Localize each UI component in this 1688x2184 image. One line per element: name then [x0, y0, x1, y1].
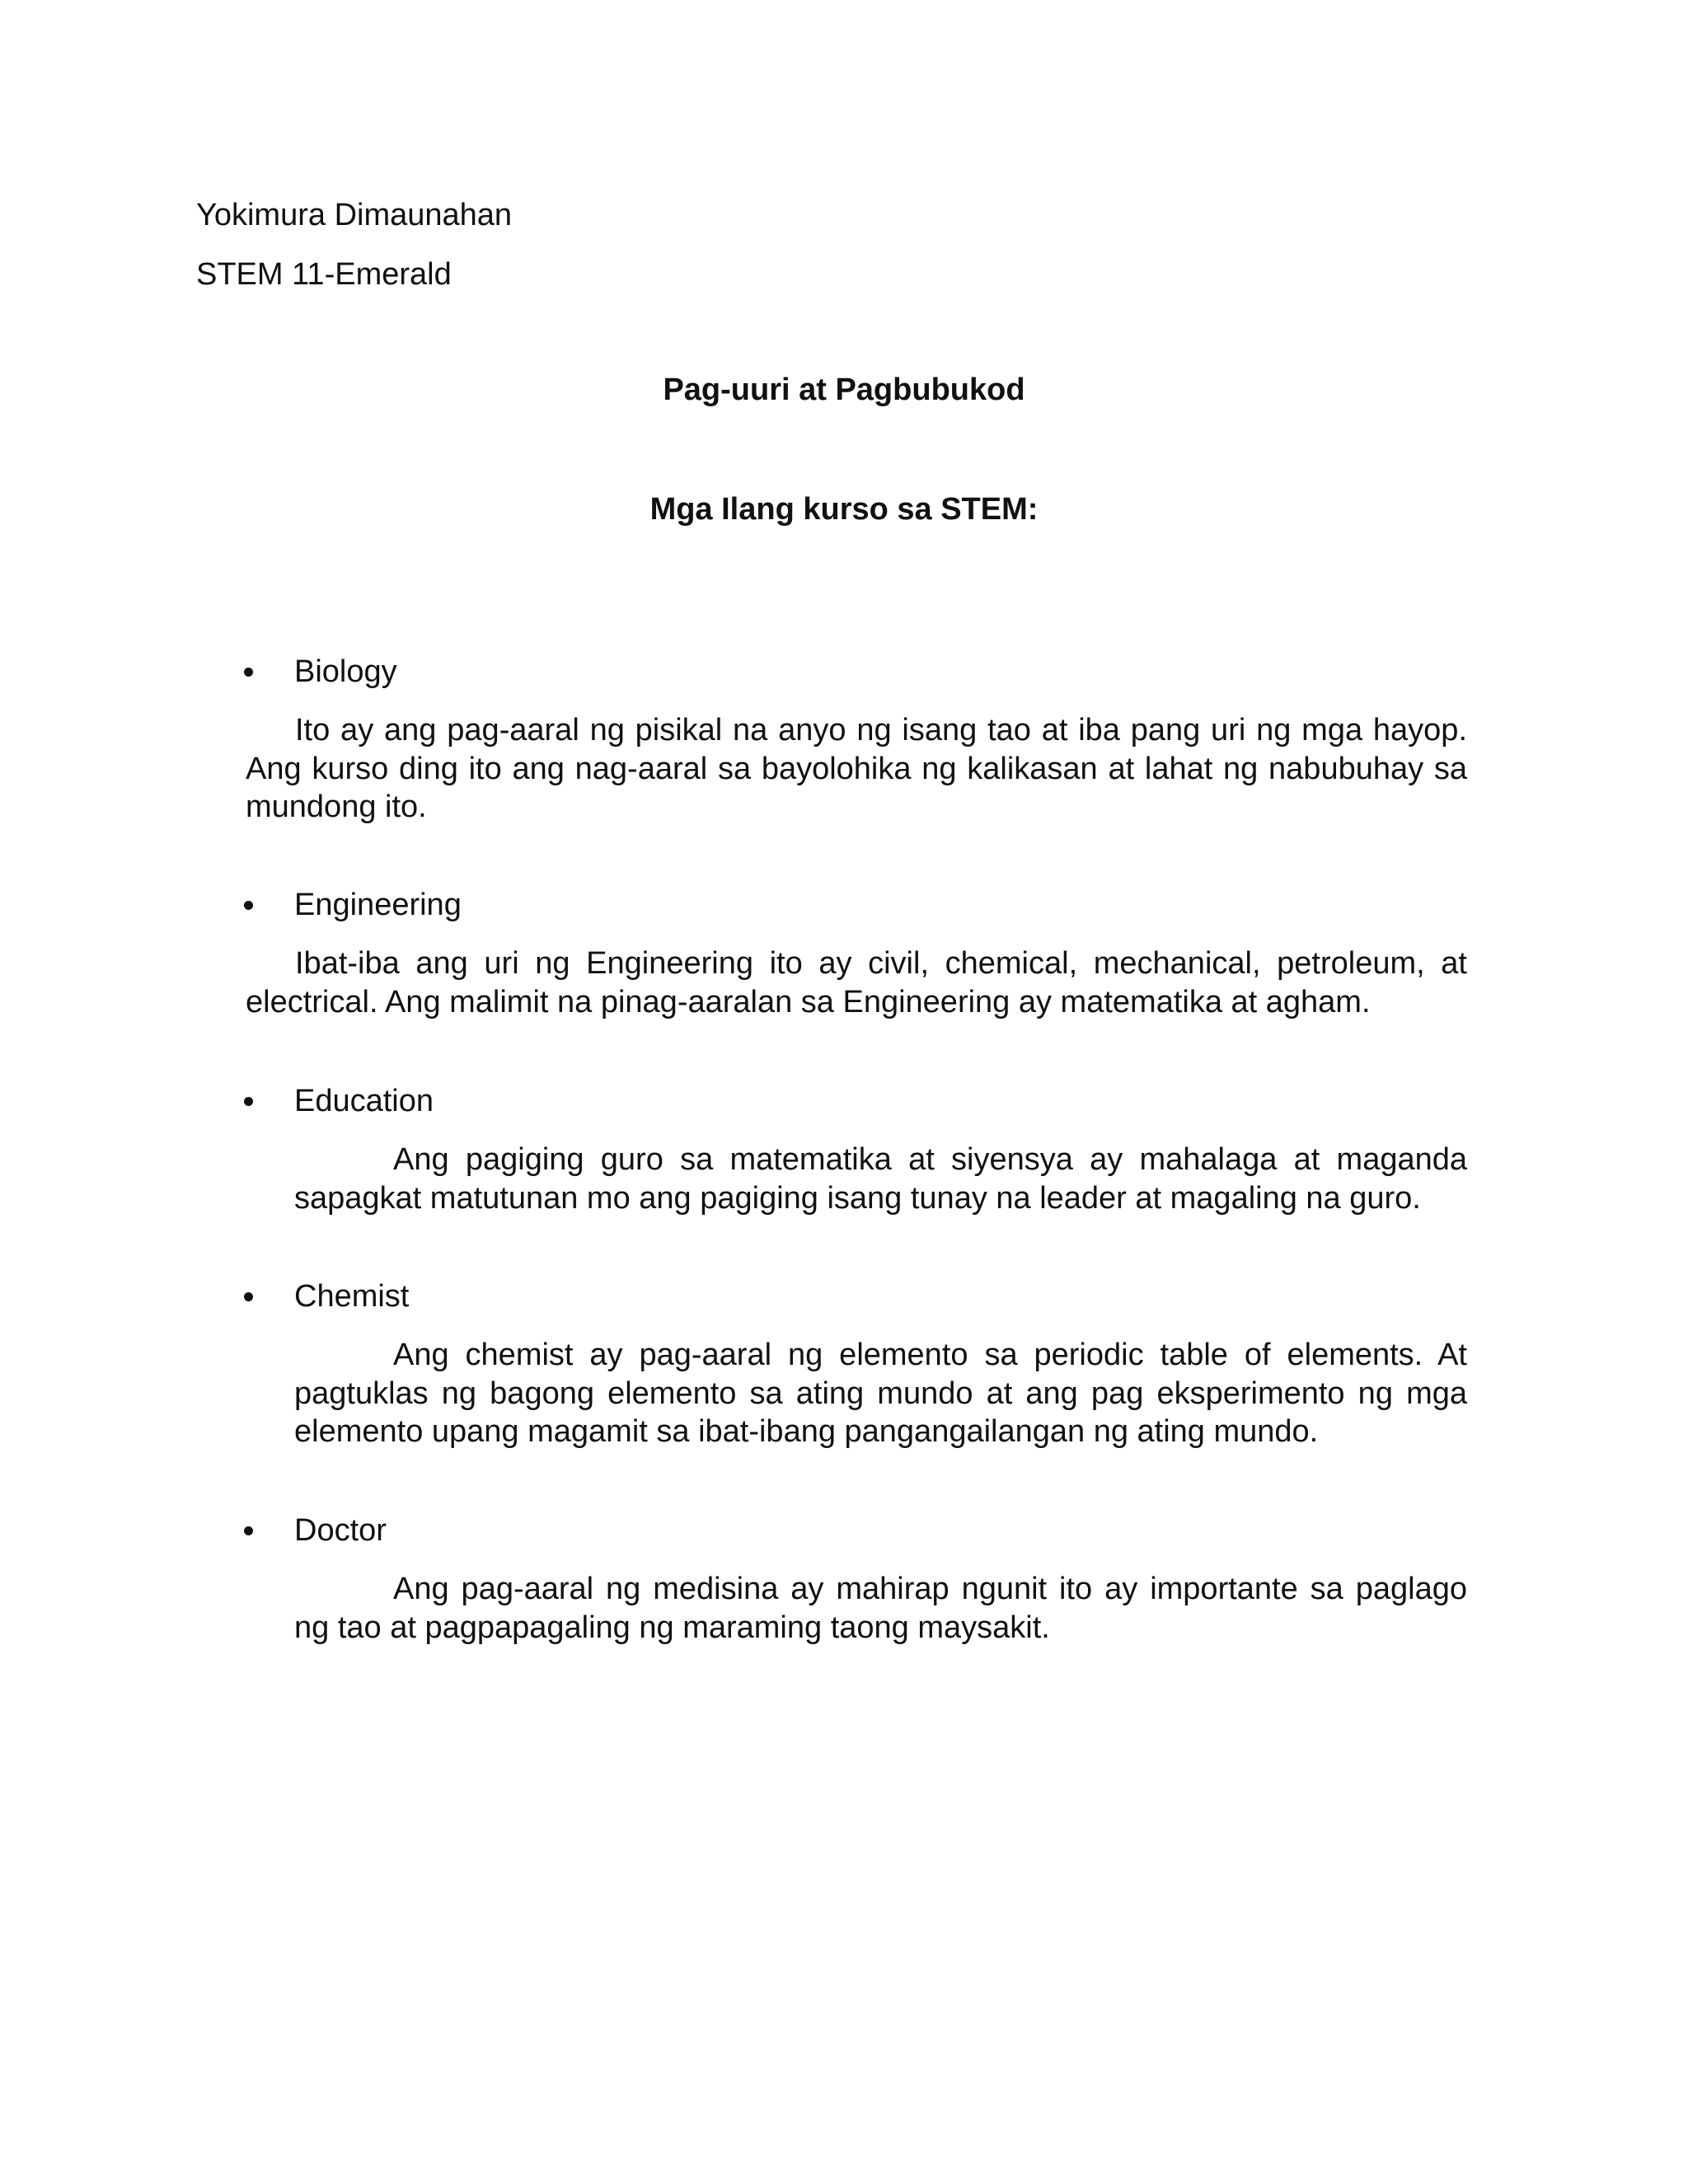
class-section: STEM 11-Emerald: [196, 257, 452, 292]
bullet-icon: [241, 886, 257, 902]
bullet-icon: [241, 653, 257, 669]
bullet-icon: [241, 1082, 257, 1099]
author-name: Yokimura Dimaunahan: [196, 198, 513, 232]
item-title-engineering: Engineering: [294, 888, 462, 922]
item-text-education: Ang pagiging guro sa matematika at siyensya ay mahalaga at maganda sapagkat matutunan mo ang pagiging isang tunay na leader at magaling na guro.: [294, 1142, 1467, 1216]
document-title: Pag-uuri at Pagbubukod: [663, 373, 1025, 407]
item-text-engineering: Ibat-iba ang uri ng Engineering ito ay civil, chemical, mechanical, petroleum, at electrical. Ang malimit na pinag-aaralan sa Engineering ay matematika at agham.: [246, 946, 1467, 1019]
item-title-doctor: Doctor: [294, 1513, 387, 1548]
item-text-biology: Ito ay ang pag-aaral ng pisikal na anyo ng isang tao at iba pang uri ng mga hayop. Ang kurso ding ito ang nag-aaral sa bayolohika ng kalikasan at lahat ng nabubuhay sa mundong ito.: [246, 713, 1467, 824]
bullet-icon: [241, 1277, 257, 1294]
item-title-chemist: Chemist: [294, 1279, 410, 1314]
item-title-education: Education: [294, 1084, 434, 1118]
item-title-biology: Biology: [294, 654, 397, 689]
document-subtitle: Mga Ilang kurso sa STEM:: [649, 492, 1039, 527]
bullet-icon: [241, 1511, 257, 1528]
item-text-chemist: Ang chemist ay pag-aaral ng elemento sa periodic table of elements. At pagtuklas ng bagong elemento sa ating mundo at ang pag eksperimento ng mga elemento upang magamit sa ibat-ibang pangangailangan ng ating mundo.: [294, 1338, 1467, 1449]
item-text-doctor: Ang pag-aaral ng medisina ay mahirap ngunit ito ay importante sa paglago ng tao at pagpapagaling ng maraming taong maysakit.: [294, 1572, 1467, 1645]
